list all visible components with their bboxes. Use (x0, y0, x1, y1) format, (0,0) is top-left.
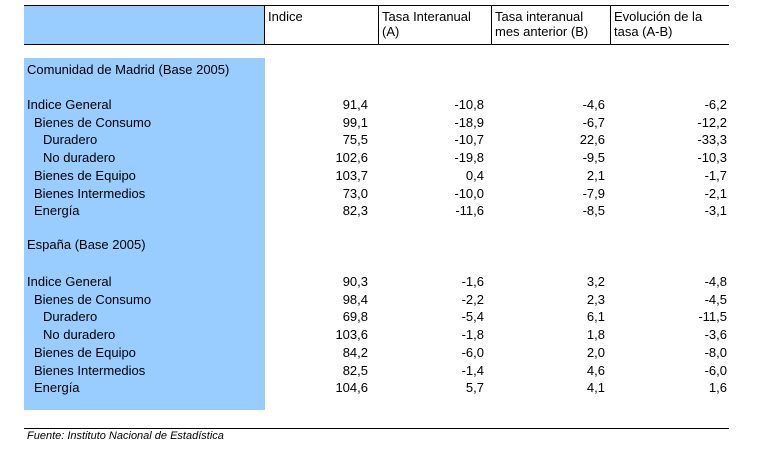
header-indice-line1: Indice (268, 9, 303, 24)
indice-value: 75,5 (342, 132, 368, 148)
tasa-mes-anterior-value: 22,6 (579, 132, 605, 148)
evolucion-value: -1,7 (704, 167, 727, 183)
tasa-interanual-value: -6,0 (461, 344, 484, 360)
evolucion-value: 1,6 (708, 380, 727, 396)
tasa-interanual-value: -18,9 (454, 114, 484, 130)
tasa-mes-anterior-value: 1,8 (586, 327, 605, 343)
table-row (24, 379, 729, 397)
table-row (24, 344, 729, 362)
tasa-mes-anterior-value: -8,5 (582, 203, 605, 219)
indice-value: 98,4 (342, 291, 368, 307)
table-row (24, 149, 729, 167)
indice-value: 103,6 (335, 327, 368, 343)
tasa-mes-anterior-value: 4,1 (586, 380, 605, 396)
indice-value: 73,0 (342, 185, 368, 201)
row-label: Bienes de Equipo (34, 167, 136, 183)
row-label: Duradero (43, 309, 98, 325)
table-row (24, 308, 729, 326)
tasa-mes-anterior-value: 2,1 (586, 167, 605, 183)
row-label: No duradero (43, 327, 116, 343)
tasa-interanual-value: -5,4 (461, 309, 484, 325)
tasa-interanual-value: 5,7 (465, 380, 484, 396)
table-row (24, 326, 729, 344)
table-row (24, 96, 729, 114)
header-evolucion-line2: tasa (A-B) (614, 24, 673, 39)
row-label: Bienes de Consumo (34, 114, 152, 130)
row-label: Energía (34, 203, 80, 219)
header-band (24, 6, 264, 44)
table-row (24, 185, 729, 203)
indice-value: 104,6 (335, 380, 368, 396)
table-row (24, 167, 729, 185)
evolucion-value: -6,0 (704, 362, 727, 378)
tasa-mes-anterior-value: 2,3 (586, 291, 605, 307)
tasa-interanual-value: -10,7 (454, 132, 484, 148)
header-tasa-interanual (378, 6, 491, 44)
tasa-interanual-value: -1,6 (461, 274, 484, 289)
tasa-interanual-value: -10,0 (454, 185, 484, 201)
source-footnote: Fuente: Instituto Nacional de Estadística (27, 430, 224, 442)
tasa-mes-anterior-value: -4,6 (582, 97, 605, 112)
indice-value: 99,1 (342, 114, 368, 130)
indice-value: 102,6 (335, 150, 368, 166)
tasa-interanual-value: -2,2 (461, 291, 484, 307)
tasa-interanual-value: -1,8 (461, 327, 484, 343)
row-label: Energía (34, 380, 80, 396)
table-header (24, 5, 729, 45)
tasa-mes-anterior-value: -7,9 (582, 185, 605, 201)
row-label: Bienes de Equipo (34, 344, 136, 360)
indice-value: 91,4 (342, 97, 368, 112)
tasa-interanual-value: -19,8 (454, 150, 484, 166)
evolucion-value: -4,8 (704, 274, 727, 289)
indice-value: 103,7 (335, 167, 368, 183)
indice-value: 82,3 (342, 203, 368, 219)
row-label: No duradero (43, 150, 116, 166)
tasa-interanual-value: 0,4 (465, 167, 484, 183)
indice-value: 84,2 (342, 344, 368, 360)
table-bottom-rule (24, 428, 729, 429)
indice-value: 90,3 (342, 274, 368, 289)
tasa-interanual-value: -11,6 (455, 203, 484, 219)
header-tasa-mes-line2: mes anterior (B) (495, 24, 589, 39)
table-row (24, 114, 729, 132)
tasa-interanual-value: -1,4 (461, 362, 484, 378)
row-label: Indice General (27, 274, 112, 289)
row-label: Duradero (43, 132, 98, 148)
header-evolucion-line1: Evolución de la (614, 9, 703, 24)
table-row (24, 131, 729, 149)
row-label: Indice General (27, 97, 112, 112)
indice-value: 69,8 (342, 309, 368, 325)
evolucion-value: -3,6 (704, 327, 727, 343)
tasa-mes-anterior-value: -6,7 (582, 114, 605, 130)
evolucion-value: -3,1 (704, 203, 727, 219)
tasa-interanual-value: -10,8 (454, 97, 484, 112)
tasa-mes-anterior-value: 6,1 (586, 309, 605, 325)
header-tasa-interanual-line1: Tasa Interanual (382, 9, 471, 24)
header-tasa-interanual-line2: (A) (382, 24, 400, 39)
section-title-madrid: Comunidad de Madrid (Base 2005) (27, 62, 230, 77)
evolucion-value: -11,5 (698, 309, 727, 325)
evolucion-value: -10,3 (697, 150, 727, 166)
evolucion-value: -33,3 (697, 132, 727, 148)
header-tasa-mes-line1: Tasa interanual (495, 9, 584, 24)
tasa-mes-anterior-value: 4,6 (586, 362, 605, 378)
evolucion-value: -2,1 (704, 185, 727, 201)
indice-value: 82,5 (342, 362, 368, 378)
evolucion-value: -12,2 (697, 114, 727, 130)
section-title-espana: España (Base 2005) (27, 237, 146, 252)
tasa-mes-anterior-value: -9,5 (582, 150, 605, 166)
header-indice (264, 6, 378, 44)
table-row (24, 291, 729, 309)
tasa-mes-anterior-value: 3,2 (586, 274, 605, 289)
table-row (24, 202, 729, 220)
table-row (24, 273, 729, 291)
header-tasa-mes-anterior (491, 6, 610, 44)
table-row (24, 362, 729, 380)
evolucion-value: -4,5 (704, 291, 727, 307)
evolucion-value: -6,2 (704, 97, 727, 112)
row-label: Bienes de Consumo (34, 291, 152, 307)
row-label: Bienes Intermedios (34, 362, 146, 378)
header-evolucion (610, 6, 729, 44)
tasa-mes-anterior-value: 2,0 (586, 344, 605, 360)
row-label: Bienes Intermedios (34, 185, 146, 201)
evolucion-value: -8,0 (704, 344, 727, 360)
